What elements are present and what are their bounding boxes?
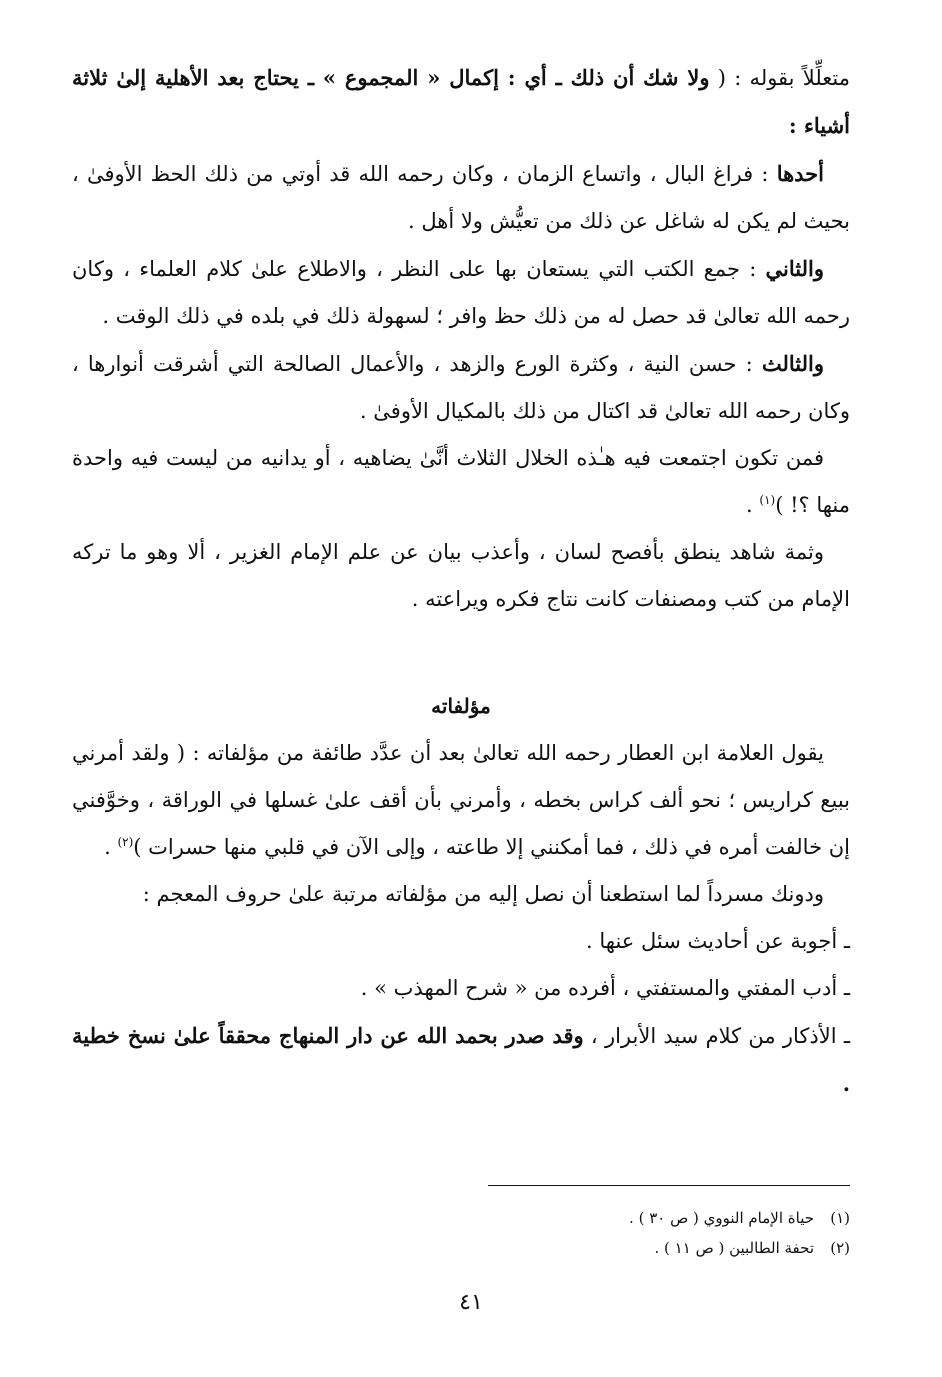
footnote-text: تحفة الطالبين ( ص ١١ ) .	[654, 1239, 814, 1257]
footnote-text: حياة الإمام النووي ( ص ٣٠ ) .	[629, 1209, 814, 1227]
lead-word: أحدها	[776, 161, 824, 186]
paragraph	[72, 150, 850, 245]
footnote-number: (١)	[830, 1209, 850, 1227]
paragraph	[72, 340, 850, 435]
paragraph	[72, 54, 850, 150]
list-item: ـ أجوبة عن أحاديث سئل عنها .	[586, 929, 850, 953]
list-item	[72, 1012, 850, 1108]
text-run: : جمع الكتب التي يستعان بها على النظر ، والاطلاع علىٰ كلام العلماء ، وكان رحمه الله تعالىٰ قد حصل له من ذلك حظ وافر ؛ لسهولة ذلك في بلده في ذلك الوقت .	[72, 257, 850, 328]
paragraph: وثمة شاهد ينطق بأفصح لسان ، وأعذب بيان عن علم الإمام الغزير ، ألا وهو ما تركه الإمام من كتب ومصنفات كانت نتاج فكره ويراعته .	[72, 540, 850, 611]
text-run: .	[746, 493, 760, 517]
lead-word: والثاني	[765, 256, 824, 281]
paragraph: ودونك مسرداً لما استطعنا أن نصل إليه من مؤلفاته مرتبة علىٰ حروف المعجم :	[142, 882, 824, 906]
bold-text-run: وقد صدر بحمد الله عن دار المنهاج محققاً علىٰ نسخ خطية .	[72, 1023, 850, 1096]
footnote-ref: (١)	[759, 493, 776, 507]
text-run: يقول العلامة ابن العطار رحمه الله تعالىٰ بعد أن عدَّد طائفة من مؤلفاته : ( ولقد أمرني ببيع كراريس ؛ نحو ألف كراس بخطه ، وأمرني بأن أقف علىٰ غسلها في الوراقة ، وخوَّفني إن خالفت أمره في ذلك ، فما أمكنني إلا طاعته ، وإلى الآن في قلبي منها حسرات )	[72, 741, 850, 859]
list-item: ـ أدب المفتي والمستفتي ، أفرده من « شرح المهذب » .	[360, 976, 850, 1000]
text-run: : فراغ البال ، واتساع الزمان ، وكان رحمه الله قد أوتي من ذلك الحظ الأوفىٰ ، بحيث لم يكن له شاغل عن ذلك من تعيُّش ولا أهل .	[72, 162, 850, 233]
text-run: ـ الأذكار من كلام سيد الأبرار ،	[583, 1024, 850, 1048]
section-heading: مؤلفاته	[431, 694, 491, 718]
page-number: ٤١	[459, 1290, 483, 1315]
bold-text-run: ولا شك أن ذلك ـ أي : إكمال « المجموع » ـ يحتاج بعد الأهلية إلىٰ ثلاثة أشياء :	[72, 65, 850, 138]
main-text	[72, 54, 850, 1108]
footnote-number: (٢)	[830, 1239, 850, 1257]
footnotes	[300, 1203, 850, 1263]
lead-word: والثالث	[761, 351, 824, 376]
footnote	[300, 1233, 850, 1263]
text-run: .	[104, 835, 118, 859]
footnote-ref: (٢)	[117, 835, 134, 849]
text-run: متعلِّلاً بقوله : (	[709, 66, 850, 90]
paragraph	[72, 435, 850, 529]
paragraph	[72, 245, 850, 340]
text-run: فمن تكون اجتمعت فيه هـٰذه الخلال الثلاث أنَّىٰ يضاهيه ، أو يدانيه من ليست فيه واحدة منها ؟! )	[72, 446, 850, 517]
text-run: : حسن النية ، وكثرة الورع والزهد ، والأعمال الصالحة التي أشرقت أنوارها ، وكان رحمه الله تعالىٰ قد اكتال من ذلك بالمكيال الأوفىٰ .	[72, 352, 850, 423]
section-gap	[72, 623, 850, 683]
footnote-separator	[488, 1185, 850, 1186]
footnote	[300, 1203, 850, 1233]
paragraph	[72, 730, 850, 871]
